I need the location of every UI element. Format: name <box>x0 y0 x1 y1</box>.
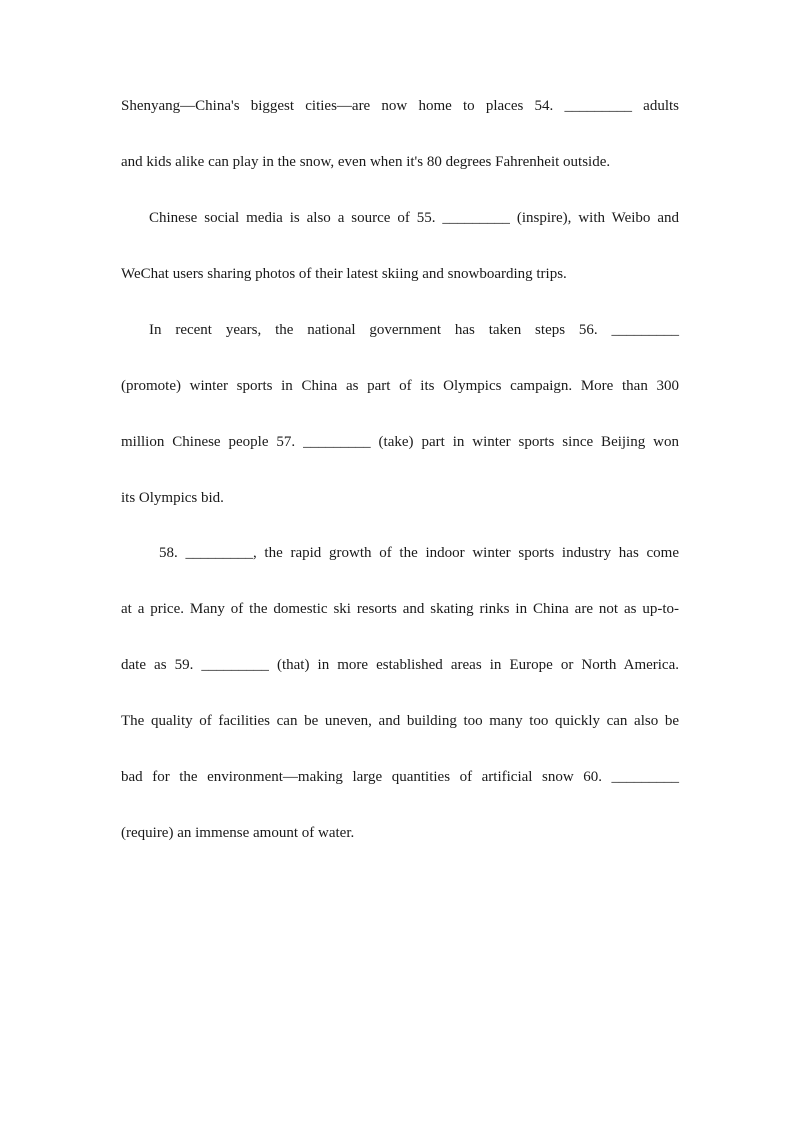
text-line-7: million Chinese people 57. _________ (take) part in winter sports since Beijing won <box>121 434 679 450</box>
text-line-8: its Olympics bid. <box>121 490 224 506</box>
text-line-1: Shenyang—China's biggest cities—are now home to places 54. _________ adults <box>121 98 679 114</box>
text-line-3: Chinese social media is also a source of 55. _________ (inspire), with Weibo and <box>149 210 679 226</box>
text-line-5: In recent years, the national government has taken steps 56. _________ <box>149 322 679 338</box>
text-line-12: The quality of facilities can be uneven, and building too many too quickly can also be <box>121 713 679 729</box>
text-line-6: (promote) winter sports in China as part of its Olympics campaign. More than 300 <box>121 378 679 394</box>
text-line-11: date as 59. _________ (that) in more established areas in Europe or North America. <box>121 657 679 673</box>
text-line-13: bad for the environment—making large quantities of artificial snow 60. _________ <box>121 769 679 785</box>
text-line-14: (require) an immense amount of water. <box>121 825 355 841</box>
text-line-10: at a price. Many of the domestic ski resorts and skating rinks in China are not as up-to- <box>121 601 679 617</box>
text-line-4: WeChat users sharing photos of their latest skiing and snowboarding trips. <box>121 266 567 282</box>
text-line-2: and kids alike can play in the snow, even when it's 80 degrees Fahrenheit outside. <box>121 154 611 170</box>
text-line-9: 58. _________, the rapid growth of the indoor winter sports industry has come <box>159 545 679 561</box>
